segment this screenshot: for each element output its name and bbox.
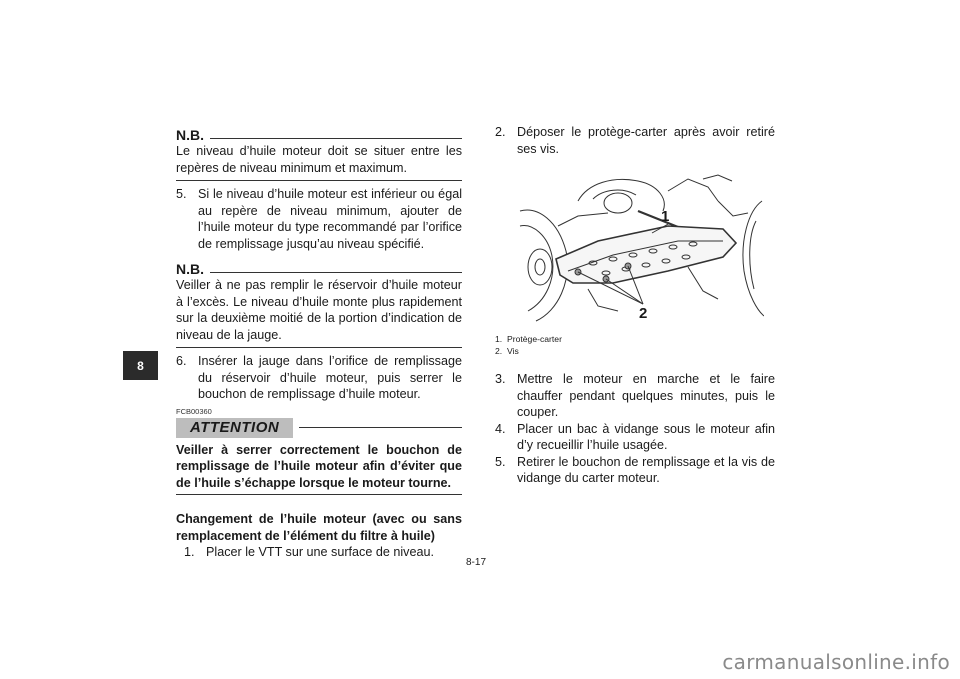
- note-end-rule: [176, 347, 462, 348]
- caption-item: [495, 345, 775, 357]
- callout-1: 1: [661, 208, 670, 225]
- left-column: [176, 124, 462, 561]
- note-header: [176, 258, 462, 276]
- callout-2: 2: [639, 305, 648, 322]
- step-number: 1.: [184, 545, 195, 559]
- note-title: N.B.: [176, 127, 204, 143]
- step-number: 2.: [495, 125, 506, 139]
- caption-number: 2.: [495, 346, 503, 356]
- caption-number: 1.: [495, 334, 503, 344]
- step-number: 4.: [495, 421, 506, 436]
- attention-header: [176, 417, 462, 439]
- figure-caption: [495, 333, 775, 357]
- caption-item: [495, 333, 775, 345]
- step-text: Déposer le protège-carter après avoir retiré ses vis.: [517, 125, 775, 156]
- step-number: 5.: [176, 187, 187, 201]
- step-text: Placer un bac à vidange sous le moteur afin d’y recueillir l’huile usagée.: [517, 421, 775, 452]
- section-heading: Changement de l’huile moteur (avec ou sans remplacement de l’élément du filtre à huile): [176, 512, 462, 543]
- step-text: Si le niveau d’huile moteur est inférieur ou égal au repère de niveau minimum, ajouter de l’huile moteur du type recommandé par l’orifice de remplissage jusqu’au niveau spécifié.: [198, 187, 462, 251]
- attention-title: ATTENTION: [176, 418, 293, 438]
- step-number: 3.: [495, 372, 506, 386]
- right-column: [495, 124, 775, 487]
- step-4: [495, 421, 775, 454]
- step-number: 6.: [176, 354, 187, 368]
- step-2: [495, 124, 775, 157]
- caption-text: Vis: [507, 346, 519, 356]
- note-header: [176, 124, 462, 142]
- step-number: 5.: [495, 454, 506, 469]
- step-text: Retirer le bouchon de remplissage et la vis de vidange du carter moteur.: [517, 454, 775, 485]
- page-number: 8-17: [466, 557, 487, 568]
- step-text: Insérer la jauge dans l’orifice de remplissage du réservoir d’huile moteur, puis serrer le bouchon de remplissage d’huile moteur.: [198, 354, 462, 401]
- skid-plate-illustration: [518, 171, 764, 323]
- note-end-rule: [176, 180, 462, 181]
- attention-text: Veiller à serrer correctement le bouchon de remplissage de l’huile moteur afin d’éviter que de l’huile s’échappe lorsque le moteur tourne.: [176, 442, 462, 490]
- step-6: [176, 353, 462, 403]
- attention-end-rule: [176, 494, 462, 495]
- step-3: [495, 371, 775, 421]
- step-1: [176, 544, 462, 561]
- step-text: Placer le VTT sur une surface de niveau.: [206, 545, 434, 559]
- note-title: N.B.: [176, 261, 204, 277]
- attention-divider: [299, 427, 462, 428]
- note-divider: [210, 138, 462, 139]
- note-text: Veiller à ne pas remplir le réservoir d’huile moteur à l’excès. Le niveau d’huile monte plus rapidement sur la deuxième moitié de la portion d’indication de niveau de la jauge.: [176, 278, 462, 342]
- section-tab: 8: [123, 351, 158, 380]
- caption-text: Protège-carter: [507, 334, 562, 344]
- note-divider: [210, 272, 462, 273]
- watermark: carmanualsonline.info: [722, 650, 950, 674]
- step-text: Mettre le moteur en marche et le faire chauffer pendant quelques minutes, puis le couper.: [517, 372, 775, 419]
- step-5-right: [495, 454, 775, 487]
- illustration-drawing: [518, 171, 764, 323]
- note-text: Le niveau d’huile moteur doit se situer entre les repères de niveau minimum et maximum.: [176, 144, 462, 175]
- step-5: [176, 186, 462, 252]
- attention-code: FCB00360: [176, 406, 212, 416]
